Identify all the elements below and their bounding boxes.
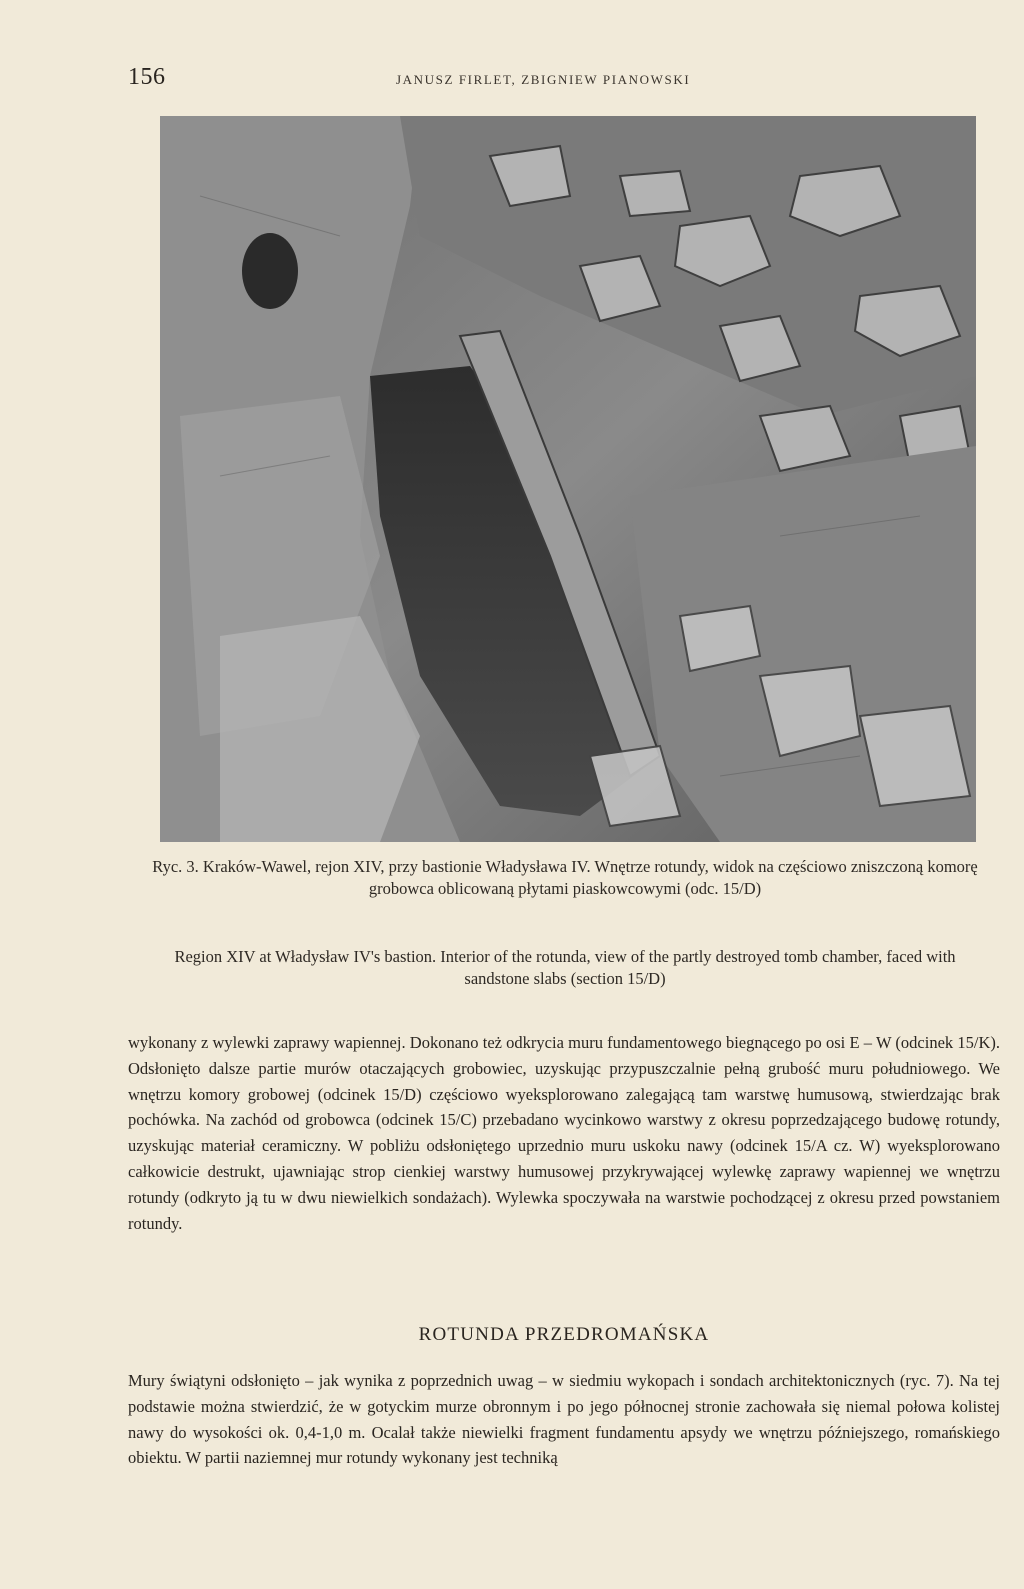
caption-english-text: Region XIV at Władysław IV's bastion. Interior of the rotunda, view of the partly destroyed tomb chamber, faced with sandstone slabs (section 15/D) bbox=[174, 947, 956, 988]
page-number: 156 bbox=[128, 64, 166, 90]
section-heading: ROTUNDA PRZEDROMAŃSKA bbox=[418, 1324, 710, 1345]
paragraph-2-text: Mury świątyni odsłonięto – jak wynika z poprzednich uwag – w siedmiu wykopach i sondach architektonicznych (ryc. 7). Na tej podstawie można stwierdzić, że w gotyckim murze obronnym i po jego północnej stronie zachowała się niemal połowa kolistej nawy do wysokości ok. 0,4-1,0 m. Ocalał także niewielki fragment fundamentu apsydy we wnętrzu późniejszego, romańskiego obiektu. W partii naziemnej mur rotundy wykonany jest techniką bbox=[128, 1371, 1000, 1468]
caption-polish-text: Ryc. 3. Kraków-Wawel, rejon XIV, przy bastionie Władysława IV. Wnętrze rotundy, widok na częściowo zniszczoną komorę grobowca oblicowaną płytami piaskowcowymi (odc. 15/D) bbox=[152, 857, 978, 898]
photo-illustration bbox=[160, 116, 976, 842]
running-title: JANUSZ FIRLET, ZBIGNIEW PIANOWSKI bbox=[396, 72, 691, 87]
excavation-photograph bbox=[160, 116, 976, 842]
running-head bbox=[128, 64, 998, 94]
figure-caption-polish bbox=[140, 856, 990, 900]
body-paragraph-1 bbox=[128, 1030, 1000, 1236]
figure-caption-english bbox=[140, 946, 990, 990]
body-paragraph-2 bbox=[128, 1368, 1000, 1471]
paragraph-1-text: wykonany z wylewki zaprawy wapiennej. Dokonano też odkrycia muru fundamentowego biegnącego po osi E – W (odcinek 15/K). Odsłonięto dalsze partie murów otaczających grobowiec, uzyskując przypuszczalnie pełną grubość muru południowego. We wnętrzu komory grobowej (odcinek 15/D) częściowo wyeksplorowano zalegającą tam warstwę humusową, stwierdzając brak pochówka. Na zachód od grobowca (odcinek 15/C) przebadano wycinkowo warstwy z okresu poprzedzającego budowę rotundy, uzyskując materiał ceramiczny. W pobliżu odsłoniętego uprzednio muru uskoku nawy (odcinek 15/A cz. W) wyeksplorowano całkowicie destrukt, ujawniając strop cienkiej warstwy humusowej przykrywającej wylewkę zaprawy wapiennej we wnętrzu rotundy (odkryto ją tu w dwu niewielkich sondażach). Wylewka spoczywała na warstwie pochodzącej z okresu przed powstaniem rotundy. bbox=[128, 1033, 1000, 1233]
